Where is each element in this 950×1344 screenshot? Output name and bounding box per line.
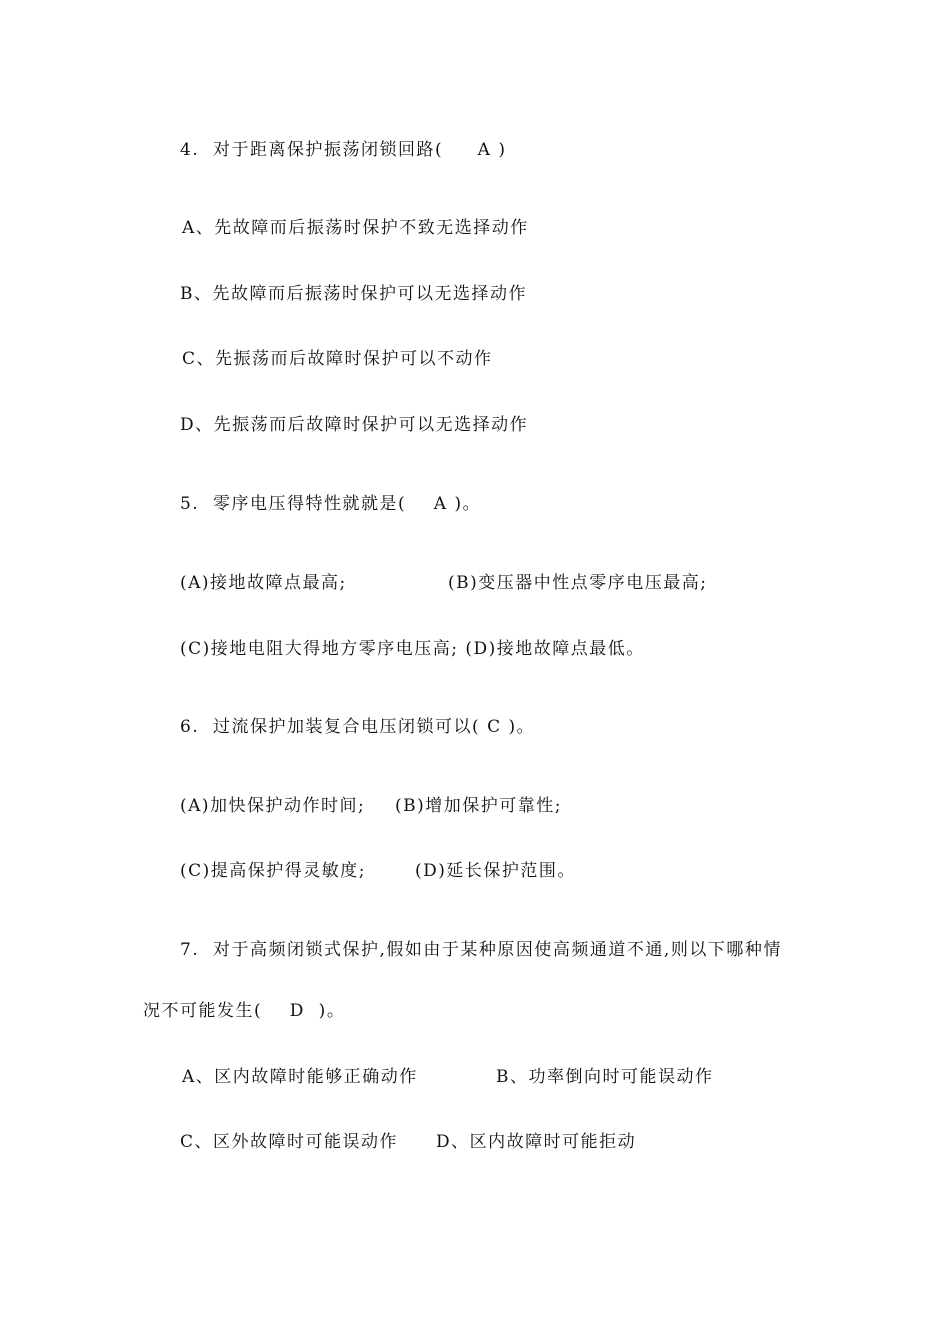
question-4-option-a: A、先故障而后振荡时保护不致无选择动作	[182, 218, 529, 238]
question-4-option-d: D、先振荡而后故障时保护可以无选择动作	[180, 415, 529, 435]
question-5-option-b: (B)变压器中性点零序电压最高;	[448, 573, 708, 593]
question-7-stem-line-1: 7. 对于高频闭锁式保护,假如由于某种原因使高频通道不通,则以下哪种情	[180, 940, 782, 960]
question-6-option-d: (D)延长保护范围。	[415, 861, 576, 881]
question-5-stem: 5. 零序电压得特性就就是( A )。	[180, 494, 482, 514]
question-4-stem: 4. 对于距离保护振荡闭锁回路( A )	[180, 140, 507, 160]
question-6-option-b: (B)增加保护可靠性;	[395, 796, 562, 816]
question-7-option-d: D、区内故障时可能拒动	[436, 1132, 637, 1152]
question-7-option-c: C、区外故障时可能误动作	[180, 1132, 399, 1152]
question-6-stem: 6. 过流保护加装复合电压闭锁可以( C )。	[180, 717, 536, 737]
question-7-stem-line-2: 况不可能发生( D )。	[143, 1001, 346, 1021]
question-7-option-b: B、功率倒向时可能误动作	[496, 1067, 714, 1087]
question-5-option-a: (A)接地故障点最高;	[180, 573, 347, 593]
question-6-option-c: (C)提高保护得灵敏度;	[180, 861, 366, 881]
question-7-option-a: A、区内故障时能够正确动作	[182, 1067, 418, 1087]
question-4-option-b: B、先故障而后振荡时保护可以无选择动作	[180, 284, 527, 304]
question-4-option-c: C、先振荡而后故障时保护可以不动作	[182, 349, 493, 369]
question-5-options-c-d: (C)接地电阻大得地方零序电压高; (D)接地故障点最低。	[180, 639, 645, 659]
question-6-option-a: (A)加快保护动作时间;	[180, 796, 366, 816]
